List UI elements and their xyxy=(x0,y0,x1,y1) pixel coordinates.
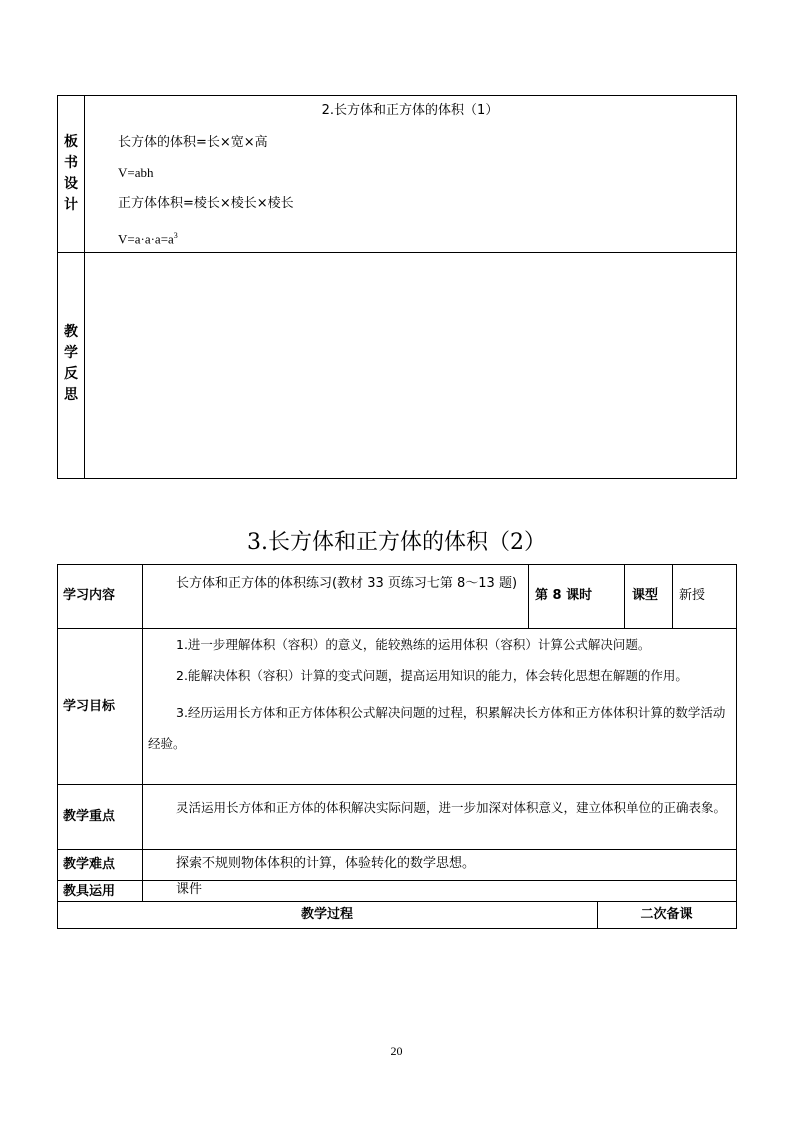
tools-label: 教具运用 xyxy=(63,884,116,899)
lesson-title: 3.长方体和正方体的体积（2） xyxy=(247,530,546,555)
cube-formula-base: V=a·a·a=a xyxy=(118,231,174,247)
board-line: 长方体的体积=长×宽×高 xyxy=(118,135,268,150)
type-label: 课型 xyxy=(632,588,659,603)
tools-text: 课件 xyxy=(176,882,203,897)
goals-label: 学习目标 xyxy=(63,699,116,714)
page-number: 20 xyxy=(390,1044,403,1058)
reflection-label: 教 学 反 思 xyxy=(64,324,78,403)
board-heading: 2.长方体和正方体的体积（1） xyxy=(321,103,499,118)
content-label: 学习内容 xyxy=(63,588,116,603)
goal-item: 1.进一步理解体积（容积）的意义，能较熟练的运用体积（容积）计算公式解决问题。 xyxy=(176,637,651,652)
board-line: 正方体体积=棱长×棱长×棱长 xyxy=(118,196,294,211)
key-text: 灵活运用长方体和正方体的体积解决实际问题，进一步加深对体积意义，建立体积单位的正确表象。 xyxy=(176,800,727,815)
difficulty-text: 探索不规则物体体积的计算，体验转化的数学思想。 xyxy=(176,856,476,871)
cube-formula-exponent: 3 xyxy=(173,231,178,240)
period: 第 8 课时 xyxy=(535,588,593,603)
goal-item: 3.经历运用长方体和正方体体积公式解决问题的过程，积累解决长方体和正方体体积计算的数学活动经验。 xyxy=(148,705,726,751)
process-label: 教学过程 xyxy=(300,907,353,922)
board-cube-formula xyxy=(118,228,178,247)
goal-item: 2.能解决体积（容积）计算的变式问题，提高运用知识的能力，体会转化思想在解题的作用。 xyxy=(176,668,688,683)
type-value: 新授 xyxy=(679,588,706,603)
board-design-label: 板 书 设 计 xyxy=(64,134,78,213)
prep-label: 二次备课 xyxy=(640,907,693,922)
key-label: 教学重点 xyxy=(63,809,116,824)
board-line: V=abh xyxy=(118,165,154,180)
difficulty-label: 教学难点 xyxy=(63,857,116,872)
content-text: 长方体和正方体的体积练习(教材 33 页练习七第 8～13 题) xyxy=(176,576,518,591)
